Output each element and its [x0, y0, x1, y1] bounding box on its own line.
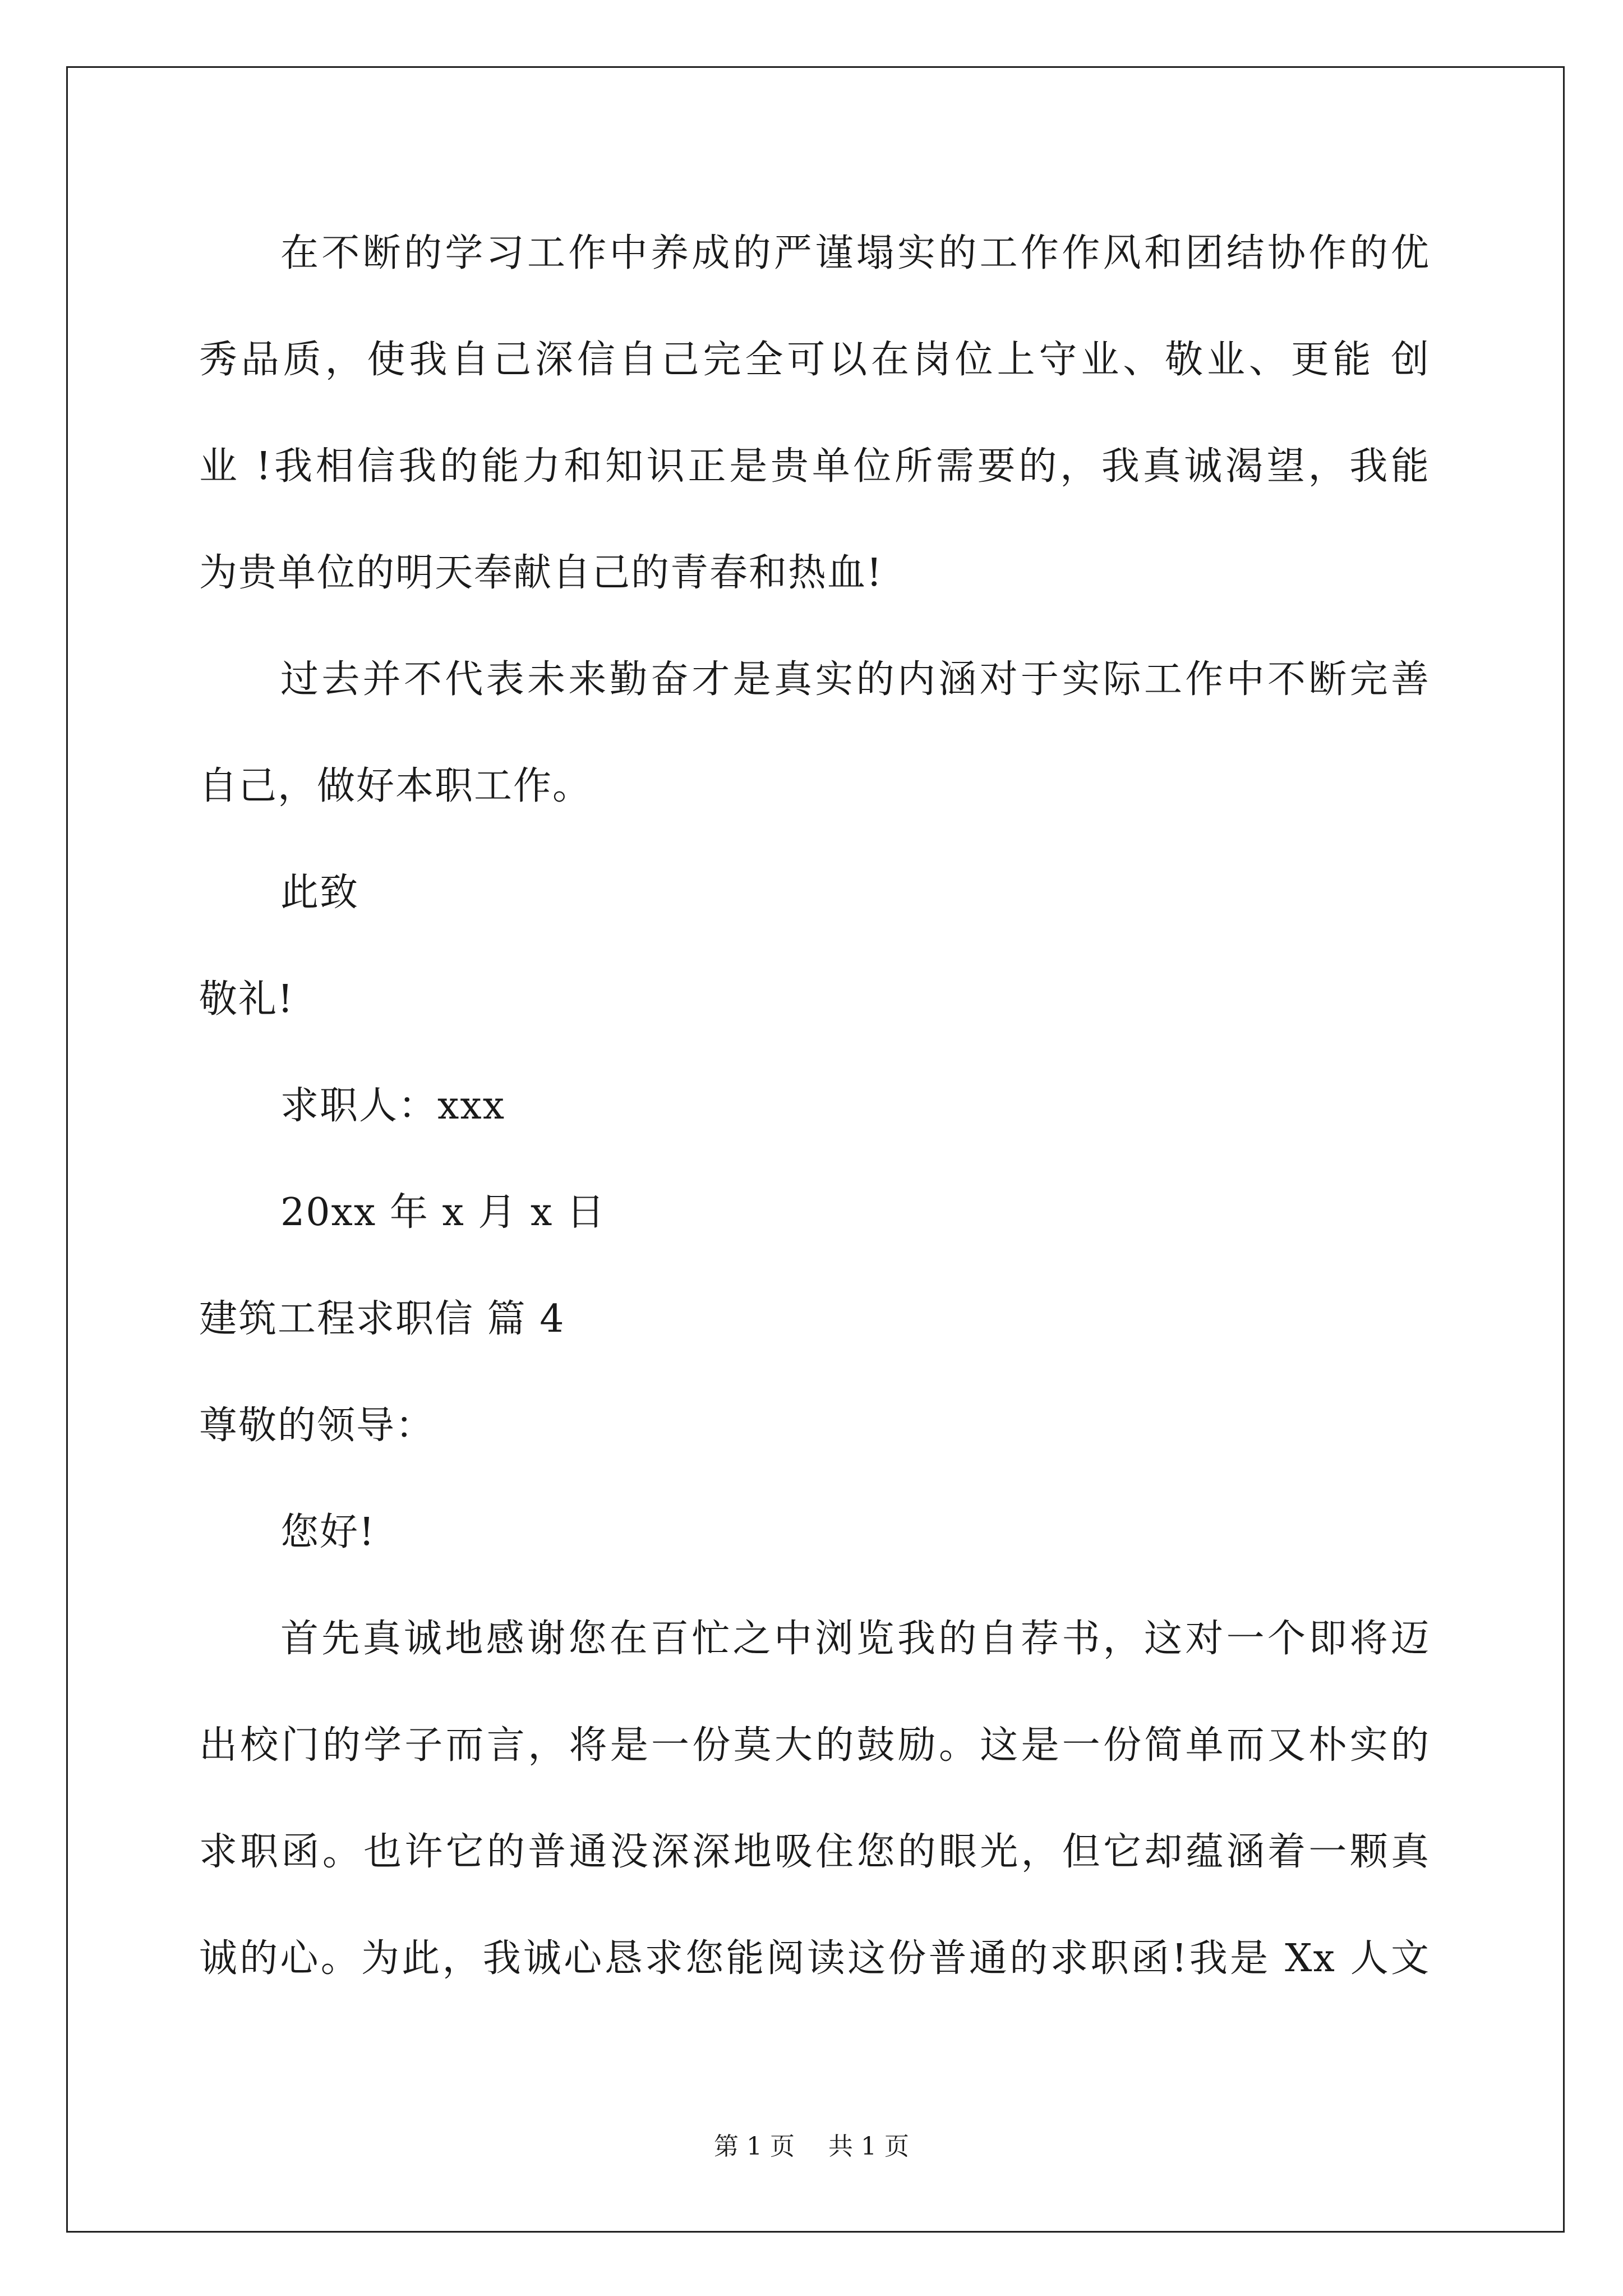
page-border [66, 66, 1565, 2233]
text-line: 首先真诚地感谢您在百忙之中浏览我的自荐书，这对一个即将迈 [280, 1617, 1430, 1661]
text-line: 过去并不代表未来勤奋才是真实的内涵对于实际工作中不断完善 [280, 657, 1430, 702]
text-line: 出校门的学子而言，将是一份莫大的鼓励。这是一份简单而又朴实的 [199, 1723, 1430, 1768]
text-line: 业 !我相信我的能力和知识正是贵单位所需要的，我真诚渴望，我能 [199, 444, 1430, 489]
text-line: 在不断的学习工作中养成的严谨塌实的工作作风和团结协作的优 [280, 231, 1430, 275]
text-line: 求职函。也许它的普通没深深地吸住您的眼光，但它却蕴涵着一颗真 [199, 1830, 1430, 1874]
page-number: 第 1 页 [714, 2132, 795, 2161]
text-line: 敬礼! [199, 977, 294, 1022]
text-line: 20xx 年 x 月 x 日 [280, 1190, 606, 1235]
section-heading: 建筑工程求职信 篇 4 [199, 1297, 565, 1341]
text-line: 求职人：xxx [280, 1084, 506, 1128]
text-line: 自己，做好本职工作。 [199, 764, 592, 808]
greeting: 您好! [280, 1510, 376, 1554]
page-footer [0, 2134, 1623, 2159]
text-line: 秀品质，使我自己深信自己完全可以在岗位上守业、敬业、更能 创 [199, 338, 1430, 382]
text-line: 此致 [280, 871, 359, 915]
text-line: 为贵单位的明天奉献自己的青春和热血! [199, 551, 883, 595]
page-total: 共 1 页 [828, 2132, 909, 2161]
text-line: 诚的心。为此，我诚心恳求您能阅读这份普通的求职函!我是 Xx 人文 [199, 1936, 1430, 1981]
salutation: 尊敬的领导： [199, 1404, 435, 1448]
